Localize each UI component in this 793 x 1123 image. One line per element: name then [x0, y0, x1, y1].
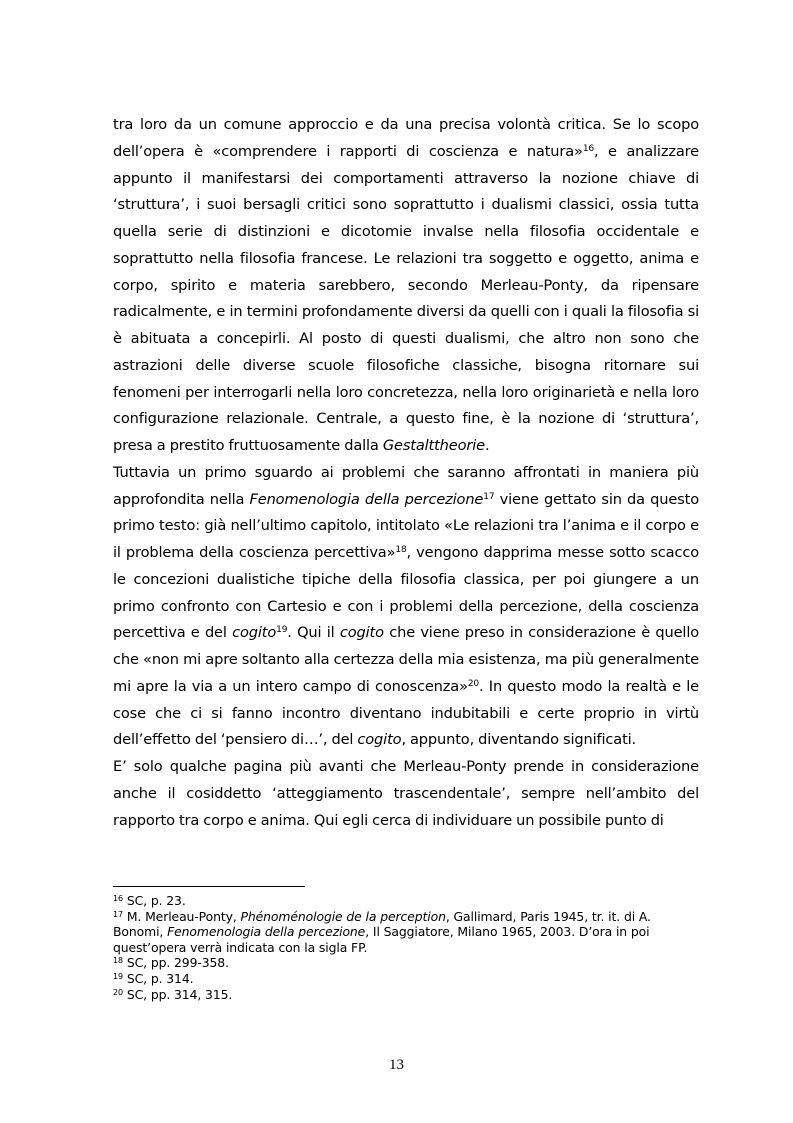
text-run: , e analizzare appunto il manifestarsi dei comportamenti attraverso la nozione chiave di ‘struttura’, i suoi bersagli critici sono soprattutto i dualismi classici, ossia tutta quella serie di distinzioni e dicotomie invalse nella filosofia occidentale e soprattutto nella filosofia francese. Le relazioni tra soggetto e oggetto, anima e corpo, spirito e materia sarebbero, secondo Merleau-Ponty, da ripensare radicalmente, e in termini profondamente diversi da quelli con i quali la filosofia si è abituata a concepirli. Al posto di questi dualismi, che altro non sono che astrazioni delle diverse scuole filosofiche classiche, bisogna ritornare sui fenomeni per interrogarli nella loro concretezza, nella loro originarietà e nella loro configurazione relazionale. Centrale, a questo fine, è la nozione di ‘struttura’, presa a prestito fruttuosamente dalla — [113, 142, 699, 454]
footnote-ref-17[interactable]: 17 — [483, 491, 495, 502]
italic-term: cogito — [357, 731, 402, 749]
footnote-text: , Gallimard, Paris 1945, tr. it. di A. Bonomi, — [113, 908, 651, 940]
text-run: Tuttavia un primo sguardo ai problemi che saranno affrontati in maniera più approfondita nella — [113, 463, 699, 508]
text-run: , vengono dapprima messe sotto scacco le concezioni dualistiche tipiche della filosofia classica, per poi giungere a un primo confronto con Cartesio e con i problemi della percezione, della coscienza percettiva e del — [113, 544, 700, 642]
italic-term: cogito — [232, 624, 277, 642]
footnote-18 — [113, 955, 699, 971]
italic-title: Fenomenologia della percezione — [167, 924, 366, 940]
footnote-16 — [113, 893, 699, 909]
italic-term: cogito — [339, 624, 384, 642]
footnote-19 — [113, 971, 699, 987]
footnote-ref-18[interactable]: 18 — [395, 545, 407, 555]
paragraph-1 — [113, 112, 699, 460]
text-run: . Qui il — [287, 624, 340, 642]
footnote-ref-20[interactable]: 20 — [467, 678, 480, 689]
footnote-17 — [113, 909, 699, 956]
footnote-number: 20 — [113, 987, 123, 997]
footnote-text: SC, pp. 299-358. — [122, 955, 229, 971]
footnote-text: SC, pp. 314, 315. — [122, 986, 233, 1002]
text-run: E’ solo qualche pagina più avanti che Merleau-Ponty prende in considerazione anche il cosiddetto ‘atteggiamento trascendentale’, sempre nell’ambito del rapporto tra corpo e anima. Qui egli cerca di individuare un possibile punto di — [113, 758, 699, 829]
body-text — [113, 112, 699, 834]
footnote-text: , Il Saggiatore, Milano 1965, 2003. D’ora in poi quest’opera verrà indicata con la sigla FP. — [113, 924, 650, 955]
text-run: . In questo modo la realtà e le cose che ci si fanno incontro diventano indubitabili e certe proprio in virtù dell’effetto del ‘pensiero di…’, del — [113, 677, 699, 749]
footnote-ref-19[interactable]: 19 — [276, 625, 288, 636]
text-run: , appunto, diventando significati. — [401, 731, 637, 749]
footnote-text: SC, p. 314. — [122, 970, 194, 986]
footnote-number: 16 — [113, 894, 123, 903]
page-number: 13 — [389, 1057, 404, 1073]
text-run: viene gettato sin da questo primo testo: già nell’ultimo capitolo, intitolato «Le relazioni tra l’anima e il corpo e il problema della coscienza percettiva» — [113, 490, 699, 561]
paragraph-2 — [113, 460, 699, 754]
footnote-separator — [113, 886, 305, 887]
text-run: che viene preso in considerazione è quello che «non mi apre soltanto alla certezza della mia esistenza, ma più generalmente mi apre la via a un intero campo di conoscenza» — [113, 624, 699, 695]
italic-term: Gestalttheorie — [382, 437, 485, 454]
footnote-text: SC, p. 23. — [122, 893, 186, 908]
footnote-ref-16[interactable]: 16 — [582, 143, 594, 154]
footnote-number: 19 — [113, 971, 123, 981]
footnote-20 — [113, 987, 699, 1003]
footnote-number: 18 — [113, 956, 123, 966]
italic-title: Phénoménologie de la perception — [240, 908, 446, 924]
italic-title: Fenomenologia della percezione — [249, 490, 484, 508]
footnotes — [113, 893, 699, 1002]
paragraph-3 — [113, 754, 699, 834]
footnote-text: M. Merleau-Ponty, — [122, 908, 241, 924]
text-run: . — [484, 437, 490, 454]
footnote-number: 17 — [113, 909, 123, 919]
text-run: tra loro da un comune approccio e da una precisa volontà critica. Se lo scopo dell’opera è «comprendere i rapporti di coscienza e natura» — [113, 116, 699, 160]
